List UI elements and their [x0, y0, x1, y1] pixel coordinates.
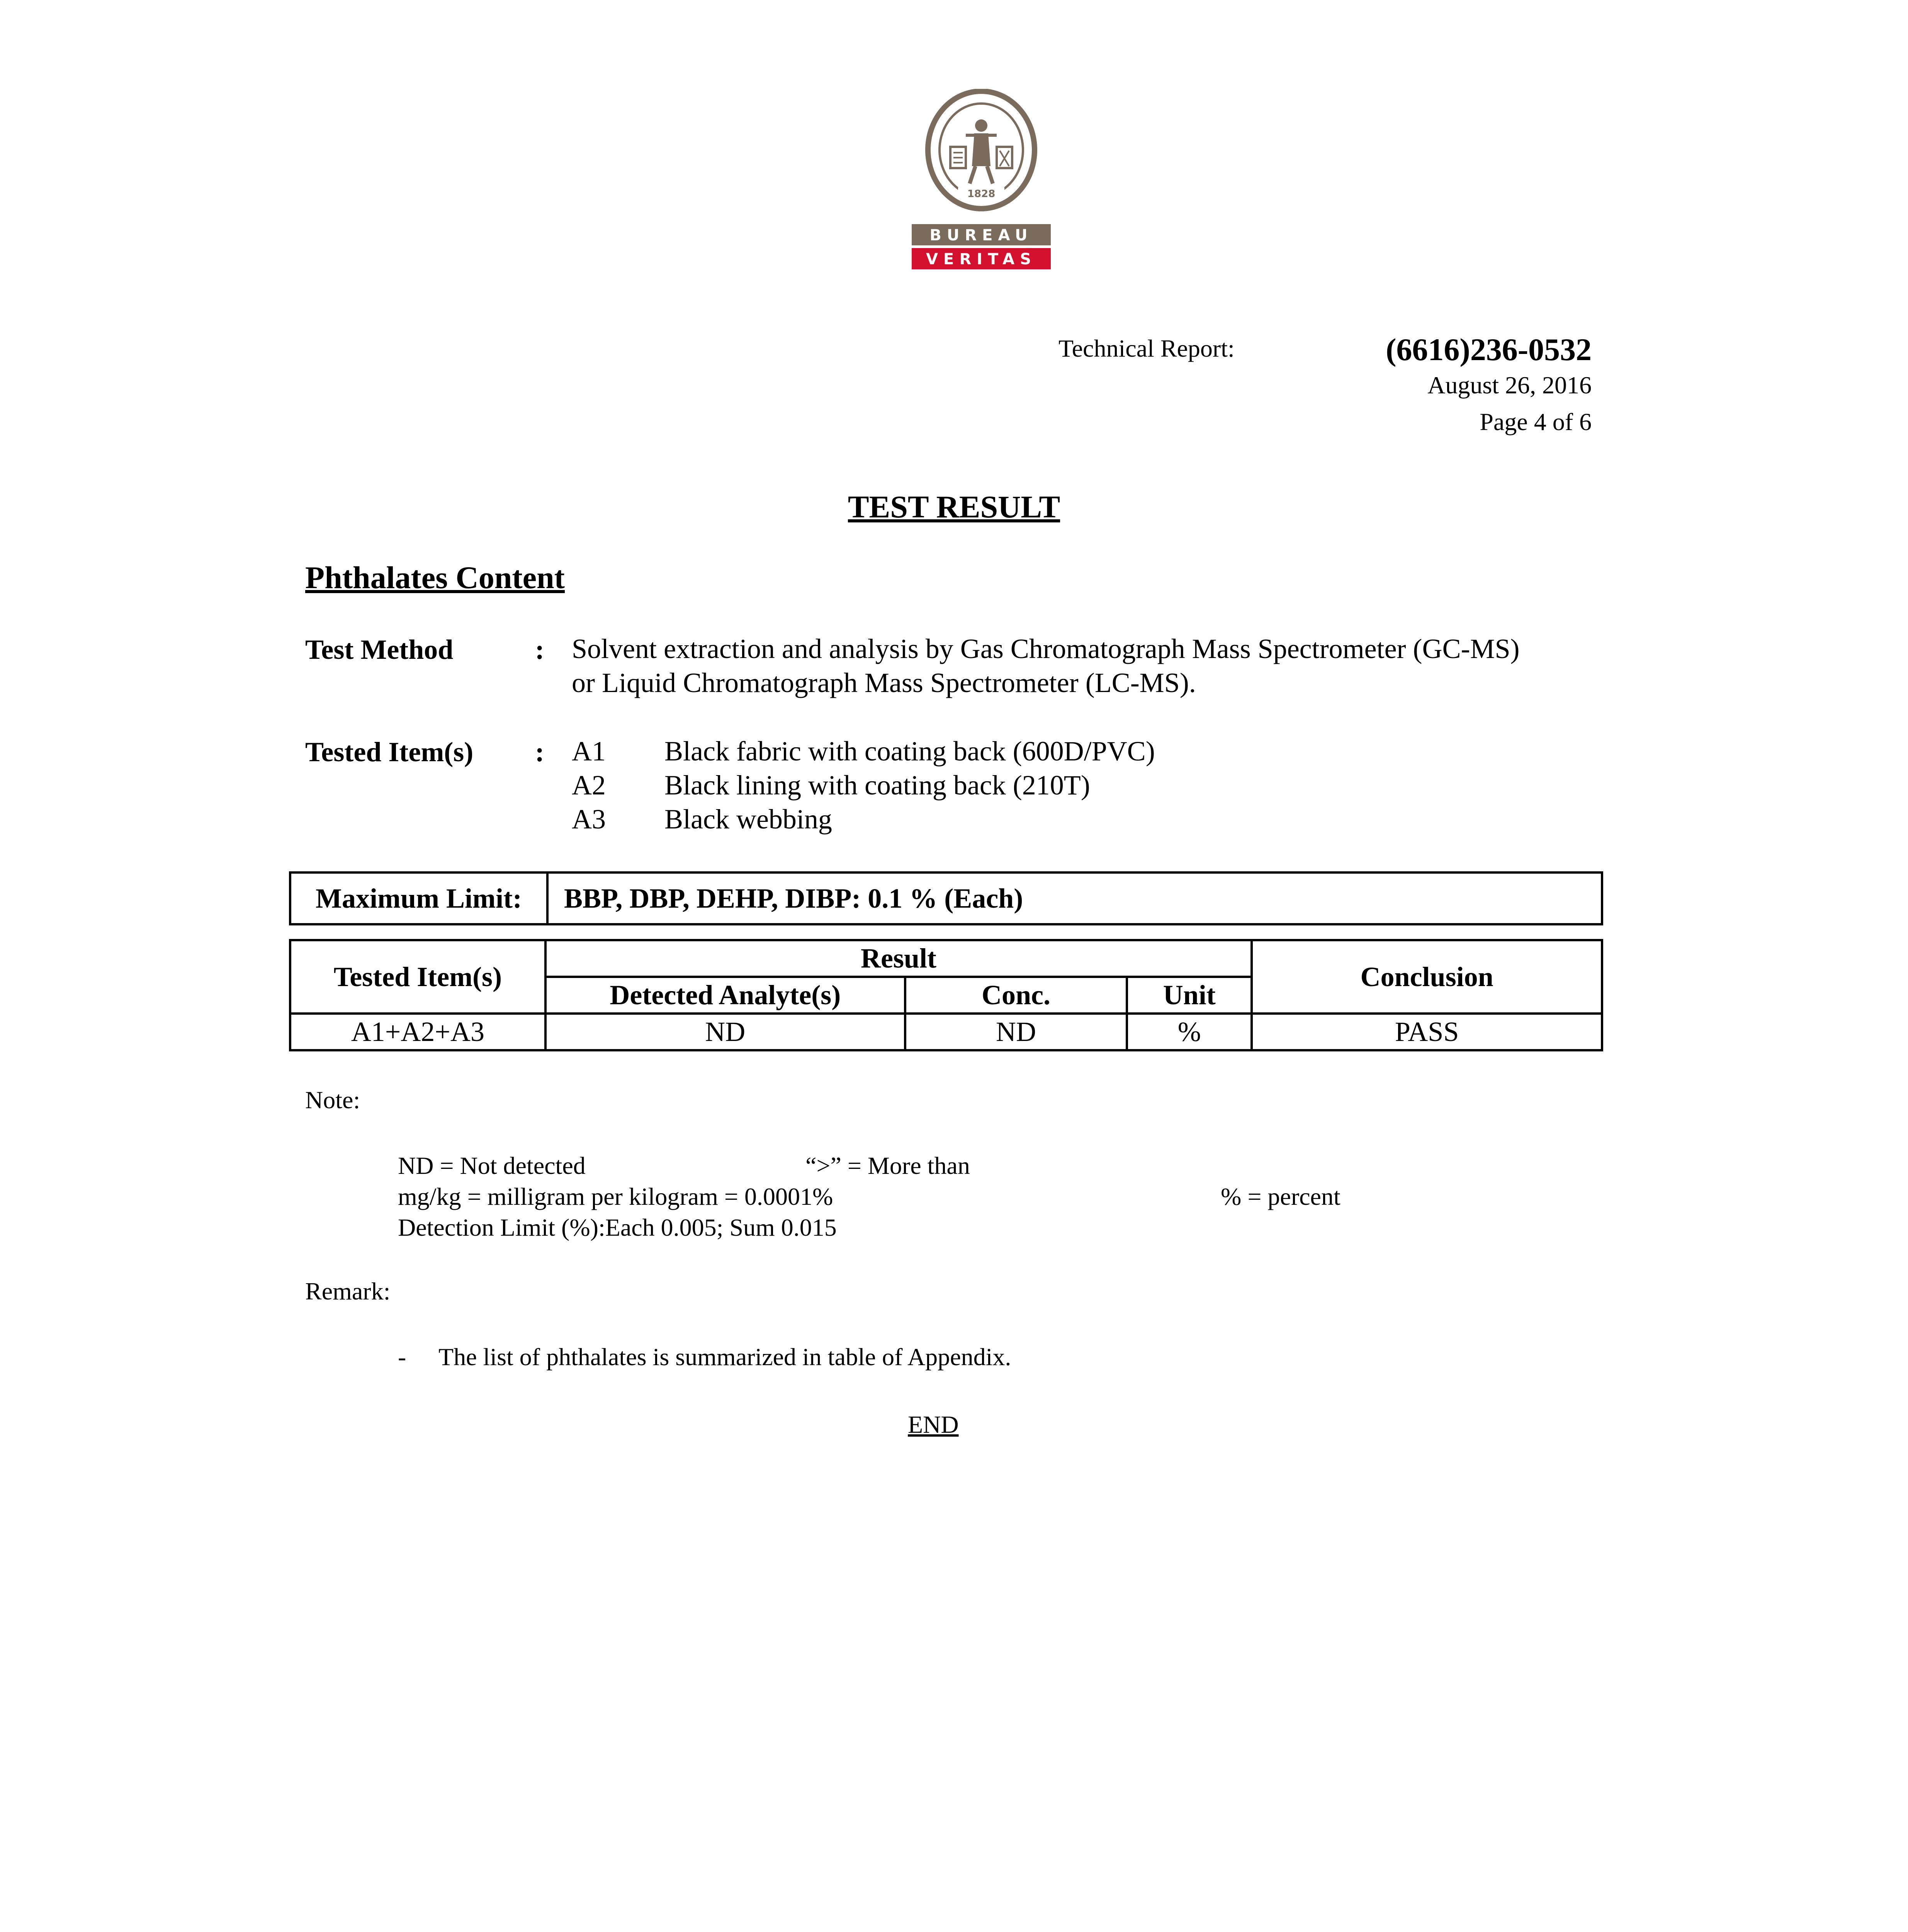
max-limit-table [289, 871, 1603, 925]
note-more-than: “>” = More than [805, 1152, 970, 1179]
test-method-colon: : [535, 634, 544, 665]
col-tested-items: Tested Item(s) [290, 940, 545, 1014]
svg-text:VERITAS: VERITAS [926, 250, 1036, 268]
section-title: Phthalates Content [305, 560, 565, 595]
col-conclusion: Conclusion [1252, 940, 1602, 1014]
col-result: Result [545, 940, 1252, 977]
cell-conclusion: PASS [1252, 1014, 1602, 1050]
note-detection-limit: Detection Limit (%):Each 0.005; Sum 0.015 [398, 1214, 837, 1241]
cell-item: A1+A2+A3 [290, 1014, 545, 1050]
col-unit: Unit [1127, 977, 1252, 1014]
note-nd: ND = Not detected [398, 1152, 586, 1179]
max-limit-value: BBP, DBP, DEHP, DIBP: 0.1 % (Each) [547, 872, 1602, 924]
col-conc: Conc. [905, 977, 1127, 1014]
cell-unit: % [1127, 1014, 1252, 1050]
test-method-line2: or Liquid Chromatograph Mass Spectrometer (LC-MS). [572, 667, 1196, 698]
page-title: TEST RESULT [848, 489, 1060, 524]
result-table [289, 939, 1603, 1051]
tested-item-code: A3 [572, 804, 606, 835]
report-date: August 26, 2016 [1427, 371, 1592, 399]
tested-items-label: Tested Item(s) [305, 736, 474, 767]
cell-conc: ND [905, 1014, 1127, 1050]
svg-text:BUREAU: BUREAU [929, 226, 1033, 244]
tested-item-desc: Black webbing [664, 804, 832, 835]
max-limit-label: Maximum Limit: [290, 872, 547, 924]
report-label: Technical Report: [1058, 335, 1235, 362]
tested-item-desc: Black fabric with coating back (600D/PVC) [664, 736, 1155, 767]
bureau-veritas-logo [908, 89, 1055, 274]
test-method-line1: Solvent extraction and analysis by Gas Chromatograph Mass Spectrometer (GC-MS) [572, 633, 1520, 664]
page-number: Page 4 of 6 [1480, 408, 1592, 435]
tested-item-code: A2 [572, 770, 606, 801]
col-detected-analyte: Detected Analyte(s) [545, 977, 905, 1014]
cell-analyte: ND [545, 1014, 905, 1050]
remark-label: Remark: [305, 1277, 391, 1305]
remark-bullet: - [398, 1343, 406, 1371]
end-marker: END [908, 1411, 959, 1438]
table-row [290, 1014, 1602, 1050]
test-method-label: Test Method [305, 634, 454, 665]
note-percent: % = percent [1221, 1183, 1341, 1210]
remark-text: The list of phthalates is summarized in table of Appendix. [438, 1343, 1011, 1371]
tested-item-desc: Black lining with coating back (210T) [664, 770, 1090, 801]
svg-text:1828: 1828 [967, 188, 996, 200]
tested-items-colon: : [535, 736, 544, 767]
note-label: Note: [305, 1086, 360, 1114]
tested-item-code: A1 [572, 736, 606, 767]
note-mgkg: mg/kg = milligram per kilogram = 0.0001% [398, 1183, 833, 1210]
report-number: (6616)236-0532 [1386, 332, 1592, 367]
